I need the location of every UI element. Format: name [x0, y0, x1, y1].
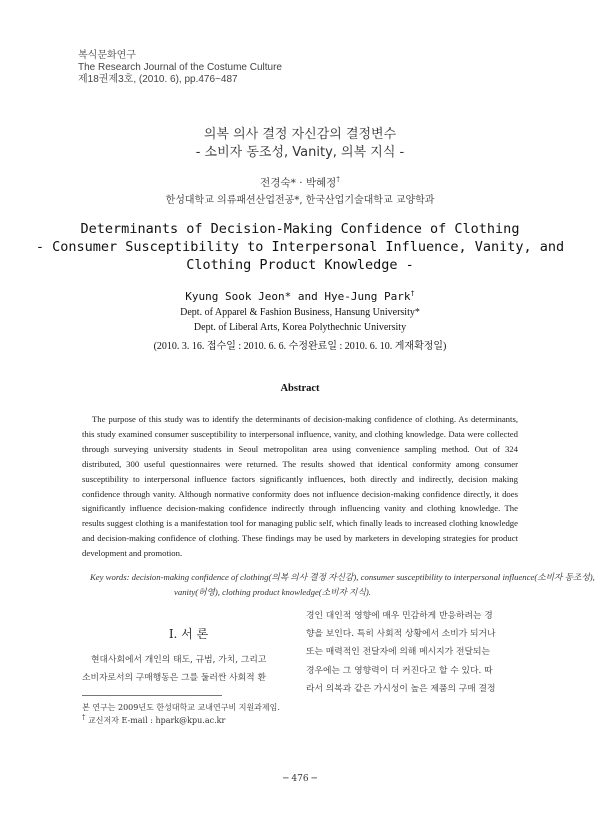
- title-korean-line1: 의복 의사 결정 자신감의 결정변수: [203, 127, 397, 142]
- keywords-text: decision-making confidence of clothing(의복 의사 결정 자신감), consumer susceptibility to interpersonal influence(소비자 동조성), vanity(허영), clothing product knowledge(소비자 지식).: [131, 572, 595, 597]
- authors-english-text: Kyung Sook Jeon* and Hye-Jung Park: [185, 290, 411, 303]
- footnotes: [82, 701, 280, 727]
- journal-header: [78, 50, 282, 86]
- page-number: ─ 476 ─: [283, 774, 317, 784]
- affiliations-korean: 한성대학교 의류패션산업전공*, 한국산업기술대학교 교양학과: [165, 195, 435, 206]
- body-line: 라서 의복과 같은 가시성이 높은 제품의 구매 결정: [306, 683, 496, 694]
- body-line: 또는 매력적인 전달자에 의해 메시지가 전달되는: [306, 647, 490, 658]
- body-line: 향을 보인다. 특히 사회적 상황에서 소비가 되거나: [306, 629, 496, 640]
- section-heading-introduction: Ⅰ. 서 론: [168, 627, 209, 641]
- body-column-left: [82, 620, 295, 687]
- abstract-body: The purpose of this study was to identify the determinants of decision-making confidence of clothing. As determinants, this study examined consumer susceptibility to interpersonal influence, vanity, and clothing knowledge. Data were collected through surveying university students in Seoul metropolitan area using convenience sampling method. Out of 324 distributed, 300 useful questionnaires were returned. The results showed that identical conformity among consumer susceptibility to interpersonal influence factors significantly influences, both directly and indirectly, decision making confidence through vanity. Although normative conformity does not influence decision-making confidence directly, it does significantly influence decision-making confidence indirectly through influencing vanity and clothing knowledge. The results suggest clothing is a manifestation tool for managing public self, which finally leads to increased clothing knowledge and decision-making confidence of clothing. These findings may be used by marketers in developing strategies for product development and promotion.: [82, 414, 518, 559]
- affiliation-english-2: Dept. of Liberal Arts, Korea Polythechnic University: [193, 322, 407, 333]
- authors-english: [0, 290, 600, 303]
- body-line: 경인 대인적 영향에 매우 민감하게 반응하려는 경: [306, 611, 493, 621]
- footnote-corresponding: [82, 714, 280, 727]
- corresponding-mark-english: †: [410, 289, 415, 298]
- journal-issue: 제18권제3호, (2010. 6), pp.476~487: [78, 74, 238, 85]
- body-text-right: [306, 607, 520, 698]
- body-line: 경우에는 그 영향력이 더 커진다고 할 수 있다. 따: [306, 665, 493, 676]
- affiliation-english-1: Dept. of Apparel & Fashion Business, Hansung University*: [180, 307, 420, 318]
- corresponding-mark: †: [336, 175, 340, 184]
- body-column-right: [306, 607, 520, 698]
- body-line: 현대사회에서 개인의 태도, 규범, 가치, 그리고: [91, 655, 267, 665]
- journal-name-english: The Research Journal of the Costume Culture: [78, 62, 282, 73]
- body-text-left: [82, 651, 295, 687]
- journal-name-korean: 복식문화연구: [78, 50, 136, 61]
- footnote-email: 교신저자 E-mail : hpark@kpu.ac.kr: [88, 716, 226, 725]
- author-separator: ·: [295, 177, 306, 189]
- title-english-line1: Determinants of Decision-Making Confidence of Clothing: [80, 221, 520, 237]
- footnote-mark: †: [82, 713, 86, 722]
- author-korean-2: 박혜정: [305, 177, 337, 189]
- submission-dates: (2010. 3. 16. 접수일 : 2010. 6. 6. 수정완료일 : 2010. 6. 10. 게재확정일): [153, 341, 447, 352]
- keywords: [90, 570, 600, 600]
- footnote-funding: 본 연구는 2009년도 한성대학교 교내연구비 지원과제임.: [82, 703, 280, 712]
- authors-korean: [0, 175, 600, 190]
- title-korean: [0, 126, 600, 162]
- abstract-heading: Abstract: [280, 383, 320, 394]
- title-korean-line2: - 소비자 동조성, Vanity, 의복 지식 -: [195, 145, 405, 160]
- title-english-line3: Clothing Product Knowledge -: [186, 257, 414, 273]
- title-english-line2: - Consumer Susceptibility to Interpersonal Influence, Vanity, and: [35, 239, 565, 255]
- body-line: 소비자로서의 구매행동은 그를 둘러싼 사회적 환: [82, 673, 266, 684]
- author-korean-1: 전경숙*: [260, 177, 296, 189]
- footnote-divider: [82, 695, 222, 696]
- keywords-label: Key words:: [90, 572, 130, 582]
- title-english: [0, 220, 600, 274]
